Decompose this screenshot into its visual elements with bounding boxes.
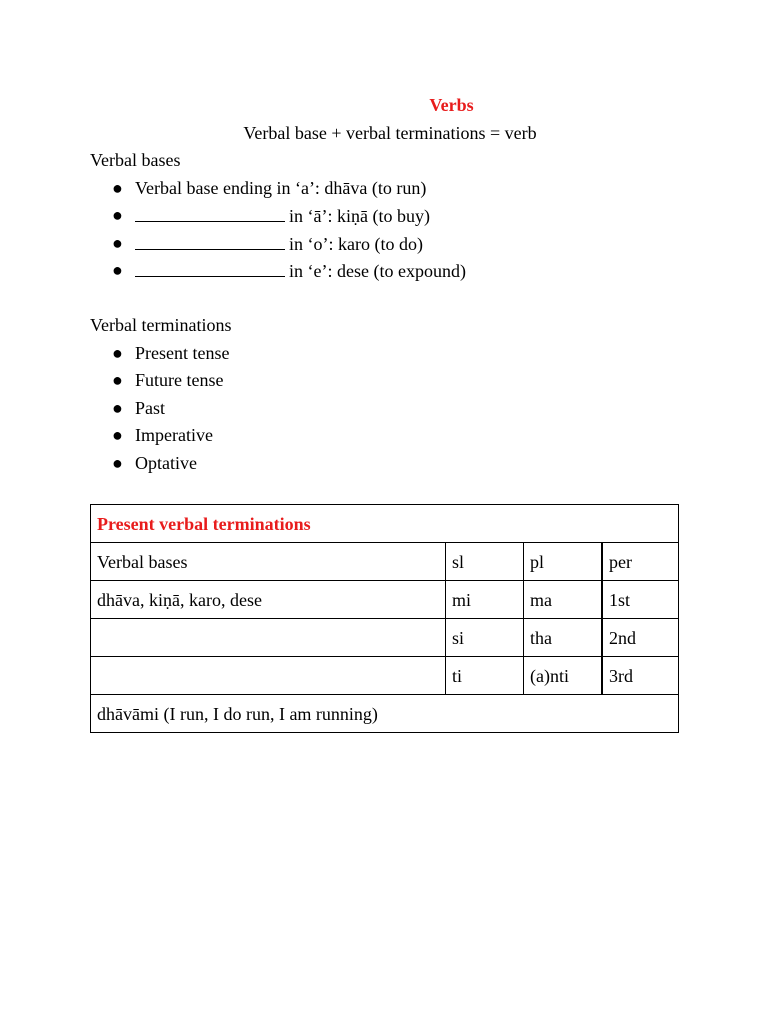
bullet-icon: ●	[112, 453, 123, 473]
list-item: Present tense	[135, 343, 230, 363]
list-item: Past	[135, 398, 166, 418]
list-item: Imperative	[135, 425, 213, 445]
bullet-icon: ●	[112, 205, 123, 225]
table-header-row	[91, 543, 679, 581]
list-item-label: in ‘ā’: kiṇā (to buy)	[289, 206, 430, 226]
table-header-cell: pl	[524, 543, 603, 581]
list-item	[135, 179, 426, 197]
bullet-icon: ●	[112, 233, 123, 253]
list-item	[135, 206, 430, 225]
table-cell: (a)nti	[524, 657, 603, 695]
bullet-icon: ●	[112, 260, 123, 280]
table-row	[91, 619, 679, 657]
table-cell	[91, 619, 446, 657]
list-item-prefix: Verbal base ending	[135, 178, 272, 198]
list-item: Optative	[135, 453, 197, 473]
table-cell: si	[446, 619, 524, 657]
bullet-icon: ●	[112, 178, 123, 198]
list-item	[135, 261, 466, 280]
terminations-heading: Verbal terminations	[90, 315, 232, 335]
table-example: dhāvāmi (I run, I do run, I am running)	[91, 695, 679, 733]
table-row	[91, 657, 679, 695]
blank-line	[135, 206, 285, 222]
terminations-table	[90, 504, 679, 733]
bases-heading: Verbal bases	[90, 150, 181, 170]
table-title-row	[91, 505, 679, 543]
bullet-icon: ●	[112, 370, 123, 390]
blank-line	[135, 261, 285, 277]
list-item-label: in ‘a’: dhāva (to run)	[271, 178, 427, 198]
table-cell	[91, 657, 446, 695]
table-header-cell: sl	[446, 543, 524, 581]
blank-line	[135, 234, 285, 250]
table-cell: 2nd	[602, 619, 679, 657]
bullet-icon: ●	[112, 398, 123, 418]
bullet-icon: ●	[112, 425, 123, 445]
table-cell: 3rd	[602, 657, 679, 695]
table-cell: ti	[446, 657, 524, 695]
list-item	[135, 234, 423, 253]
table-cell: mi	[446, 581, 524, 619]
bullet-icon: ●	[112, 343, 123, 363]
table-cell: tha	[524, 619, 603, 657]
table-cell: dhāva, kiṇā, karo, dese	[91, 581, 446, 619]
list-item-label: in ‘o’: karo (to do)	[289, 234, 423, 254]
table-cell: 1st	[602, 581, 679, 619]
list-item: Future tense	[135, 370, 224, 390]
page-title: Verbs	[429, 95, 474, 115]
table-cell: ma	[524, 581, 603, 619]
table-title: Present verbal terminations	[91, 505, 679, 543]
table-header-cell: per	[602, 543, 679, 581]
table-row	[91, 581, 679, 619]
table-header-cell: Verbal bases	[91, 543, 446, 581]
formula-line: Verbal base + verbal terminations = verb	[243, 123, 537, 143]
table-example-row	[91, 695, 679, 733]
list-item-label: in ‘e’: dese (to expound)	[289, 261, 466, 281]
